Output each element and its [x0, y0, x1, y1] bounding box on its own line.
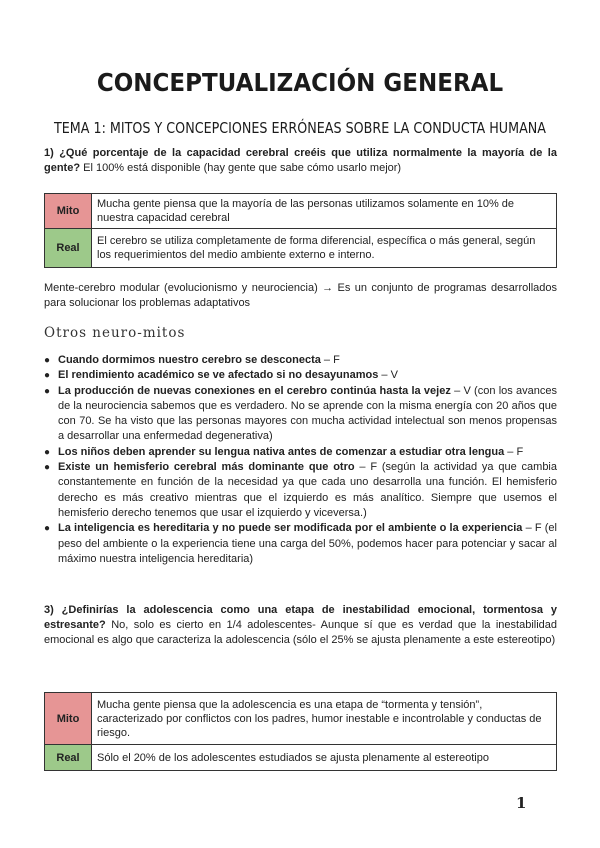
question-1	[44, 146, 557, 176]
myth-verdict: – V	[378, 369, 398, 382]
reality-text: El cerebro se utiliza completamente de forma diferencial, específica o más general, según los requerimientos del medio ambiente externo e interno.	[92, 229, 557, 268]
myth-statement: La inteligencia es hereditaria y no puede ser modificada por el ambiente o la experiencia	[58, 522, 523, 535]
myth-row	[45, 194, 557, 229]
myth-label: Mito	[45, 194, 92, 229]
question-3-text: 3) ¿Definirías la adolescencia como una etapa de inestabilidad emocional, tormentosa y estresante?	[44, 604, 557, 631]
bullet-icon: ●	[44, 385, 51, 397]
bullet-icon: ●	[44, 523, 51, 535]
myth-reality-table-1	[44, 193, 557, 268]
question-3	[44, 603, 557, 648]
bullet-icon: ●	[44, 446, 51, 458]
list-item	[44, 353, 557, 368]
myth-verdict: – V (con los avances de la neurociencia sabemos que es verdadero. No se aprende con la misma energía con 20 años que con 70. Se ha visto que las personas mayores con mucha actividad intelectual son menos propensas a desarrollar una enfermedad degenerativa)	[58, 384, 557, 443]
bullet-icon: ●	[44, 355, 51, 366]
section-heading: Otros neuro-mitos	[44, 325, 186, 341]
myth-text: Mucha gente piensa que la mayoría de las personas utilizamos solamente en 10% de nuestra capacidad cerebral	[92, 194, 557, 229]
question-3-answer: No, solo es cierto en 1/4 adolescentes- Aunque sí que es verdad que la inestabilidad emocional es algo que caracteriza la adolescencia (sólo el 25% se ajusta plenamente a este estereotipo)	[44, 619, 557, 646]
myth-statement: Cuando dormimos nuestro cerebro se desconecta	[58, 354, 321, 366]
list-item	[44, 521, 557, 567]
page-number: 1	[516, 794, 527, 812]
list-item	[44, 460, 557, 521]
myth-label: Mito	[45, 693, 92, 745]
myth-statement: Los niños deben aprender su lengua nativa antes de comenzar a estudiar otra lengua	[58, 445, 505, 458]
bullet-icon: ●	[44, 462, 51, 474]
list-item	[44, 368, 557, 383]
reality-label: Real	[45, 745, 92, 771]
reality-row	[45, 229, 557, 268]
myth-reality-table-2	[44, 692, 557, 771]
myth-text: Mucha gente piensa que la adolescencia es una etapa de “tormenta y tensión”, caracterizado por conflictos con los padres, humor inestable e incontrolable y conductas de riesgo.	[92, 693, 557, 745]
question-1-answer: El 100% está disponible (hay gente que sabe cómo usarlo mejor)	[80, 162, 402, 174]
myth-statement: Existe un hemisferio cerebral más dominante que otro	[58, 461, 355, 474]
question-1-text: 1) ¿Qué porcentaje de la capacidad cerebral creéis que utiliza normalmente la mayoría de la gente?	[44, 147, 557, 174]
myth-verdict: – F	[504, 445, 524, 458]
myth-statement: La producción de nuevas conexiones en el cerebro continúa hasta la vejez	[58, 384, 451, 397]
myth-statement: El rendimiento académico se ve afectado si no desayunamos	[58, 369, 379, 382]
myth-verdict: – F (el peso del ambiente o la experiencia tiene una carga del 50%, podemos hacer para potenciar y sacar al máximo nuestra inteligencia hereditaria)	[58, 522, 557, 565]
neuro-myths-list	[44, 353, 557, 567]
reality-row	[45, 745, 557, 771]
reality-label: Real	[45, 229, 92, 268]
reality-text: Sólo el 20% de los adolescentes estudiados se ajusta plenamente al estereotipo	[92, 745, 557, 771]
myth-verdict: – F	[320, 354, 340, 366]
page-title: CONCEPTUALIZACIÓN GENERAL	[96, 68, 504, 97]
list-item	[44, 384, 557, 445]
myth-verdict: – F (según la actividad ya que cambia constantemente en función de la necesidad ya que cada uno desarrolla una función. El hemisferio derecho es más creativo mientras que el izquierdo es más analítico. Siempre que usemos el hemisferio derecho tenemos que usar el izquierdo y viceversa.)	[58, 461, 557, 519]
page-subtitle: TEMA 1: MITOS Y CONCEPCIONES ERRÓNEAS SOBRE LA CONDUCTA HUMANA	[54, 119, 546, 137]
list-item	[44, 445, 557, 460]
myth-row	[45, 693, 557, 745]
bullet-icon: ●	[44, 370, 51, 382]
modular-mind-paragraph: Mente-cerebro modular (evolucionismo y neurociencia) → Es un conjunto de programas desarrollados para solucionar los problemas adaptativos	[44, 282, 557, 309]
